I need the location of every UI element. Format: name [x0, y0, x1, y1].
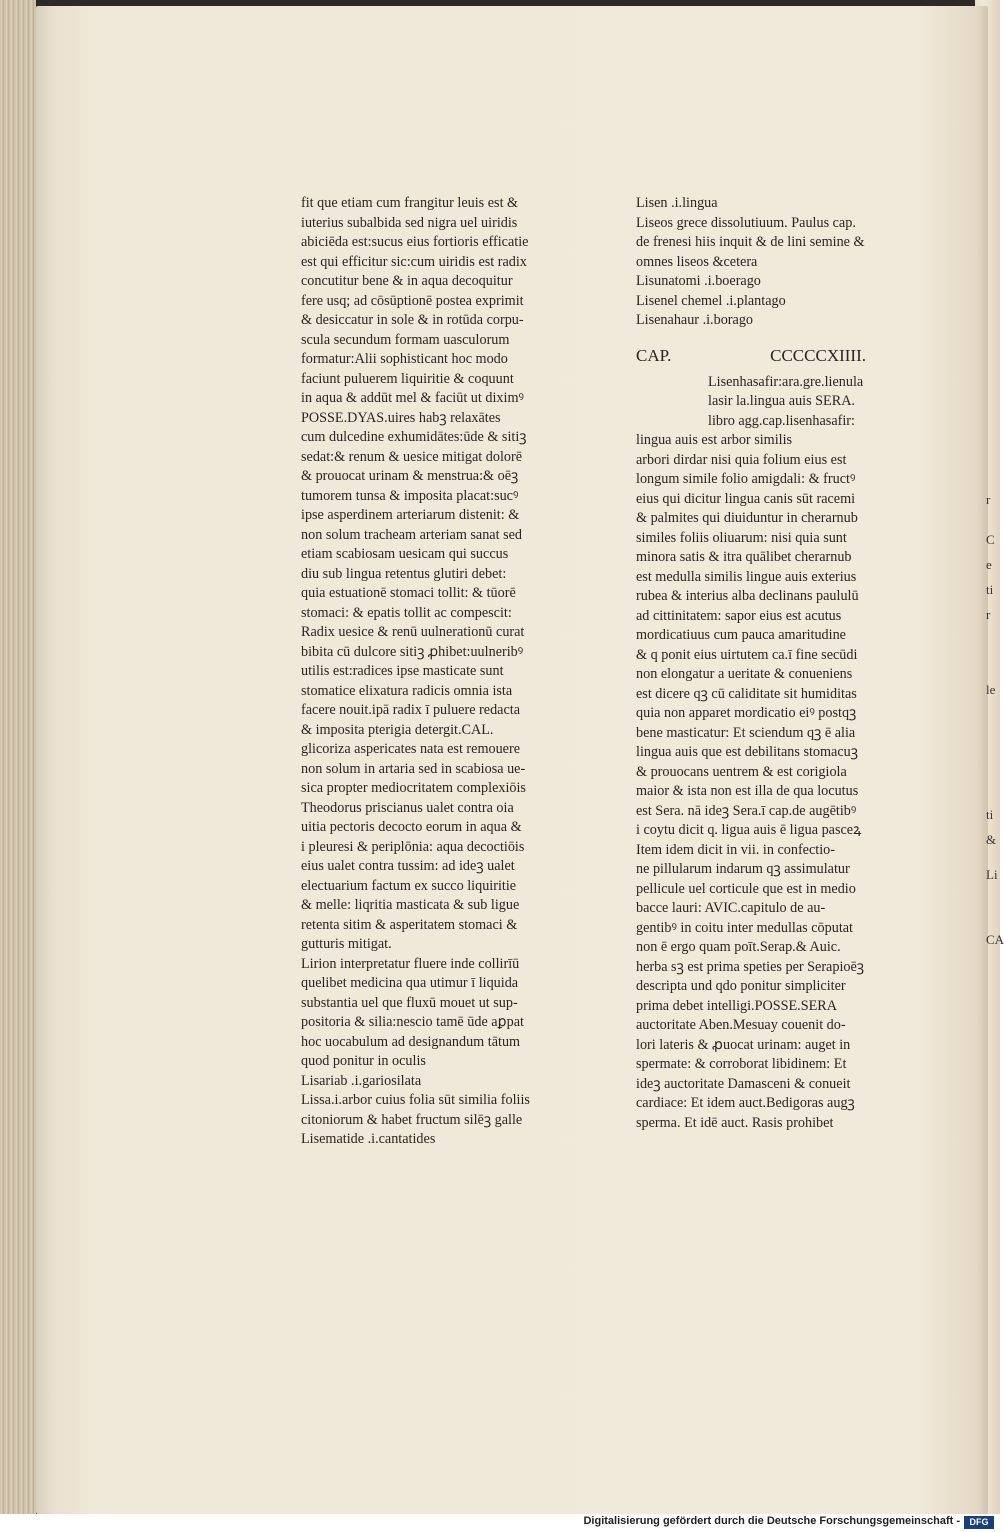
margin-fragment: r [986, 492, 991, 507]
text-line: quia estuationē stomaci tollit: & tūorē [301, 585, 516, 601]
text-line: lingua auis est arbor similis [636, 432, 793, 448]
footer-credit-text: Digitalisierung gefördert durch die Deutsche Forschungsgemeinschaft - [583, 1515, 960, 1527]
text-line: quod ponitur in oculis [301, 1053, 426, 1069]
margin-fragment: C [986, 532, 995, 547]
text-line: Lisenhasafir:ara.gre.lienula [708, 373, 864, 390]
text-line: Lisenel chemel .i.plantago [636, 292, 786, 309]
text-line: & imposita pterigia detergit.CAL. [301, 721, 494, 738]
text-line: lingua auis que est debilitans stomacuꝫ [636, 744, 858, 760]
text-line: rubea & interius alba declinans paululū [636, 588, 859, 604]
text-line: fere usq; ad cōsūptionē postea exprimit [301, 292, 524, 309]
text-line: prima debet intelligi.POSSE.SERA [636, 997, 837, 1014]
text-line: uitia pectoris decocto eorum in aqua & [301, 819, 522, 835]
chapter-label: CAP. [636, 345, 672, 365]
text-line: & prouocat urinam & menstrua:& oēꝫ [301, 468, 519, 484]
text-line: lasir la.lingua auis SERA. [708, 393, 855, 409]
text-line: fit que etiam cum frangitur leuis est & [301, 195, 519, 211]
text-line: omnes liseos &cetera [636, 253, 758, 270]
text-line: Lisenahaur .i.borago [636, 312, 754, 328]
text-line: Lisunatomi .i.boerago [636, 273, 761, 289]
text-line: quelibet medicina qua utimur ī liquida [301, 975, 519, 991]
text-line: minora satis & itra quālibet cherarnub [636, 549, 852, 565]
book-page-edges-left [0, 0, 36, 1514]
text-line: POSSE.DYAS.uires habꝫ relaxātes [301, 409, 501, 426]
text-line: facere nouit.ipā radix ī puluere redacta [301, 702, 520, 718]
text-line: utilis est:radices ipse masticate sunt [301, 663, 504, 679]
text-line: Radix uesice & renū uulnerationū curat [301, 624, 525, 640]
text-line: sedat:& renum & uesice mitigat dolorē [301, 448, 523, 465]
text-line: & desiccatur in sole & in rotūda corpu- [301, 312, 524, 328]
text-line: citoniorum & habet fructum silēꝫ galle [301, 1111, 523, 1128]
digitization-footer [0, 1514, 1000, 1532]
text-line: Lissa.i.arbor cuius folia sūt similia foliis [301, 1092, 530, 1108]
text-line: i coytu dicit q. ligua auis ē ligua pasceꝝ [636, 822, 862, 838]
text-line: non elongatur a ueritate & conueniens [636, 666, 853, 682]
text-line: non ē ergo quam poīt.Serap.& Auic. [636, 939, 841, 955]
text-line: est qui efficitur sic:cum uiridis est radix [301, 253, 527, 270]
text-line: descripta und qdo ponitur simpliciter [636, 978, 846, 994]
right-text-column [636, 194, 898, 1133]
text-line: Lisariab .i.gariosilata [301, 1072, 422, 1089]
text-line: longum simile folio amigdali: & fructꝰ [636, 471, 856, 487]
text-line: est medulla similis lingue auis exterius [636, 568, 857, 585]
text-line: positoria & silia:nescio tamē ūde aꝑpat [301, 1014, 524, 1030]
text-line: auctoritate Aben.Mesuay couenit do- [636, 1017, 846, 1033]
text-line: ne pillularum indarum qꝫ assimulatur [636, 861, 850, 877]
text-line: est Sera. nā ideꝫ Sera.ī cap.de augētibꝰ [636, 802, 857, 819]
margin-fragment: e [986, 557, 992, 572]
text-line: bibita cū dulcore sitiꝫ ꝓhibet:uulneribꝰ [301, 643, 524, 660]
text-line: sica propter mediocritatem complexiōis [301, 780, 526, 796]
text-line: Lirion interpretatur fluere inde collirīū [301, 955, 520, 972]
text-line: electuarium factum ex succo liquiritie [301, 877, 517, 894]
text-line: herba sꝫ est prima speties per Serapioēꝫ [636, 958, 865, 975]
right-column-body [636, 431, 898, 1133]
text-line: mordicatiuus cum pauca amaritudine [636, 627, 846, 643]
text-line: formatur:Alii sophisticant hoc modo [301, 351, 508, 367]
text-line: bene masticatur: Et sciendum qꝫ ē alia [636, 724, 856, 741]
left-text-column [301, 194, 563, 1150]
text-line: & melle: liqritia masticata & sub ligue [301, 897, 520, 913]
dfg-logo: DFG [964, 1516, 994, 1529]
text-line: non solum in artaria sed in scabiosa ue- [301, 760, 526, 777]
right-column-top-entries [636, 194, 898, 331]
margin-fragment: le [986, 682, 996, 697]
text-line: hoc uocabulum ad designandum tātum [301, 1033, 521, 1050]
text-line: est dicere qꝫ cū caliditate sit humiditas [636, 685, 857, 702]
margin-fragment: r [986, 607, 991, 622]
right-column-indented-lines [636, 373, 898, 432]
margin-fragment: CA [986, 932, 1004, 947]
text-line: pellicule uel corticule que est in medio [636, 880, 856, 897]
margin-fragment: & [986, 832, 997, 847]
text-line: faciunt puluerem liquiritie & coquunt [301, 370, 514, 387]
text-line: tumorem tunsa & imposita placat:sucꝰ [301, 487, 519, 504]
text-line: bacce lauri: AVIC.capitulo de au- [636, 900, 826, 916]
chapter-number: CCCCCXIIII. [770, 345, 866, 365]
text-line: ideꝫ auctoritate Damasceni & conueit [636, 1075, 851, 1092]
text-line: eius qui dicitur lingua canis sūt racemi [636, 490, 856, 507]
margin-fragment: ti [986, 807, 994, 822]
text-line: substantia uel que fluxū mouet ut sup- [301, 994, 518, 1011]
text-line: in aqua & addūt mel & faciūt ut diximꝰ [301, 390, 524, 406]
text-line: Theodorus priscianus ualet contra oia [301, 799, 514, 816]
text-line: similes foliis oliuarum: nisi quia sunt [636, 529, 847, 546]
text-line: gentibꝰ in coitu inter medullas cōputat [636, 919, 853, 936]
text-line: maior & ista non est illa de qua locutus [636, 783, 859, 799]
text-line: non solum tracheam arteriam sanat sed [301, 526, 523, 543]
text-line: scula secundum formam uasculorum [301, 331, 510, 348]
text-line: stomatice elixatura radicis omnia ista [301, 682, 513, 699]
text-line: Item idem dicit in vii. in confectio- [636, 841, 835, 858]
text-line: spermate: & corroborat libidinem: Et [636, 1056, 847, 1072]
text-line: etiam scabiosam uesicam qui succus [301, 546, 509, 562]
text-line: de frenesi hiis inquit & de lini semine & [636, 234, 865, 250]
text-line: cum dulcedine exhumidātes:ūde & sitiꝫ [301, 429, 527, 445]
text-line: Liseos grece dissolutiuum. Paulus cap. [636, 214, 856, 231]
text-line: iuterius subalbida sed nigra uel uiridis [301, 214, 518, 231]
text-line: abiciēda est:sucus eius fortioris efficatie [301, 234, 529, 250]
text-line: & palmites qui diuiduntur in cherarnub [636, 510, 858, 526]
text-line: quia non apparet mordicatio eiꝰ postqꝫ [636, 705, 857, 721]
chapter-heading [636, 339, 866, 373]
text-line: & prouocans uentrem & est corigiola [636, 763, 847, 780]
text-line: stomaci: & epatis tollit ac compescit: [301, 604, 512, 621]
text-line: eius ualet contra tussim: ad ideꝫ ualet [301, 858, 515, 874]
text-line: ipse asperdinem arteriarum distenit: & [301, 507, 520, 523]
margin-fragment: Li [986, 867, 998, 882]
text-line: arbori dirdar nisi quia folium eius est [636, 451, 847, 468]
text-line: retenta sitim & asperitatem stomaci & [301, 916, 518, 933]
text-line: lori lateris & ꝓuocat urinam: auget in [636, 1036, 851, 1053]
text-line: libro agg.cap.lisenhasafir: [708, 412, 855, 429]
text-line: diu sub lingua retentus glutiri debet: [301, 565, 507, 582]
text-line: glicoriza aspericates nata est remouere [301, 741, 520, 757]
text-line: gutturis mitigat. [301, 936, 392, 952]
text-line: concutitur bene & in aqua decoquitur [301, 273, 513, 289]
text-line: Lisematide .i.cantatides [301, 1131, 436, 1147]
text-line: ad cittinitatem: sapor eius est acutus [636, 607, 842, 624]
text-line: i pleuresi & periplōnia: aqua decoctiōis [301, 838, 525, 855]
text-line: Lisen .i.lingua [636, 195, 718, 211]
text-line: & q ponit eius uirtutem ca.ī fine secūdi [636, 646, 858, 663]
text-line: cardiace: Et idem auct.Bedigoras augꝫ [636, 1095, 855, 1111]
text-line: sperma. Et idē auct. Rasis prohibet [636, 1114, 834, 1131]
margin-fragment: ti [986, 582, 994, 597]
